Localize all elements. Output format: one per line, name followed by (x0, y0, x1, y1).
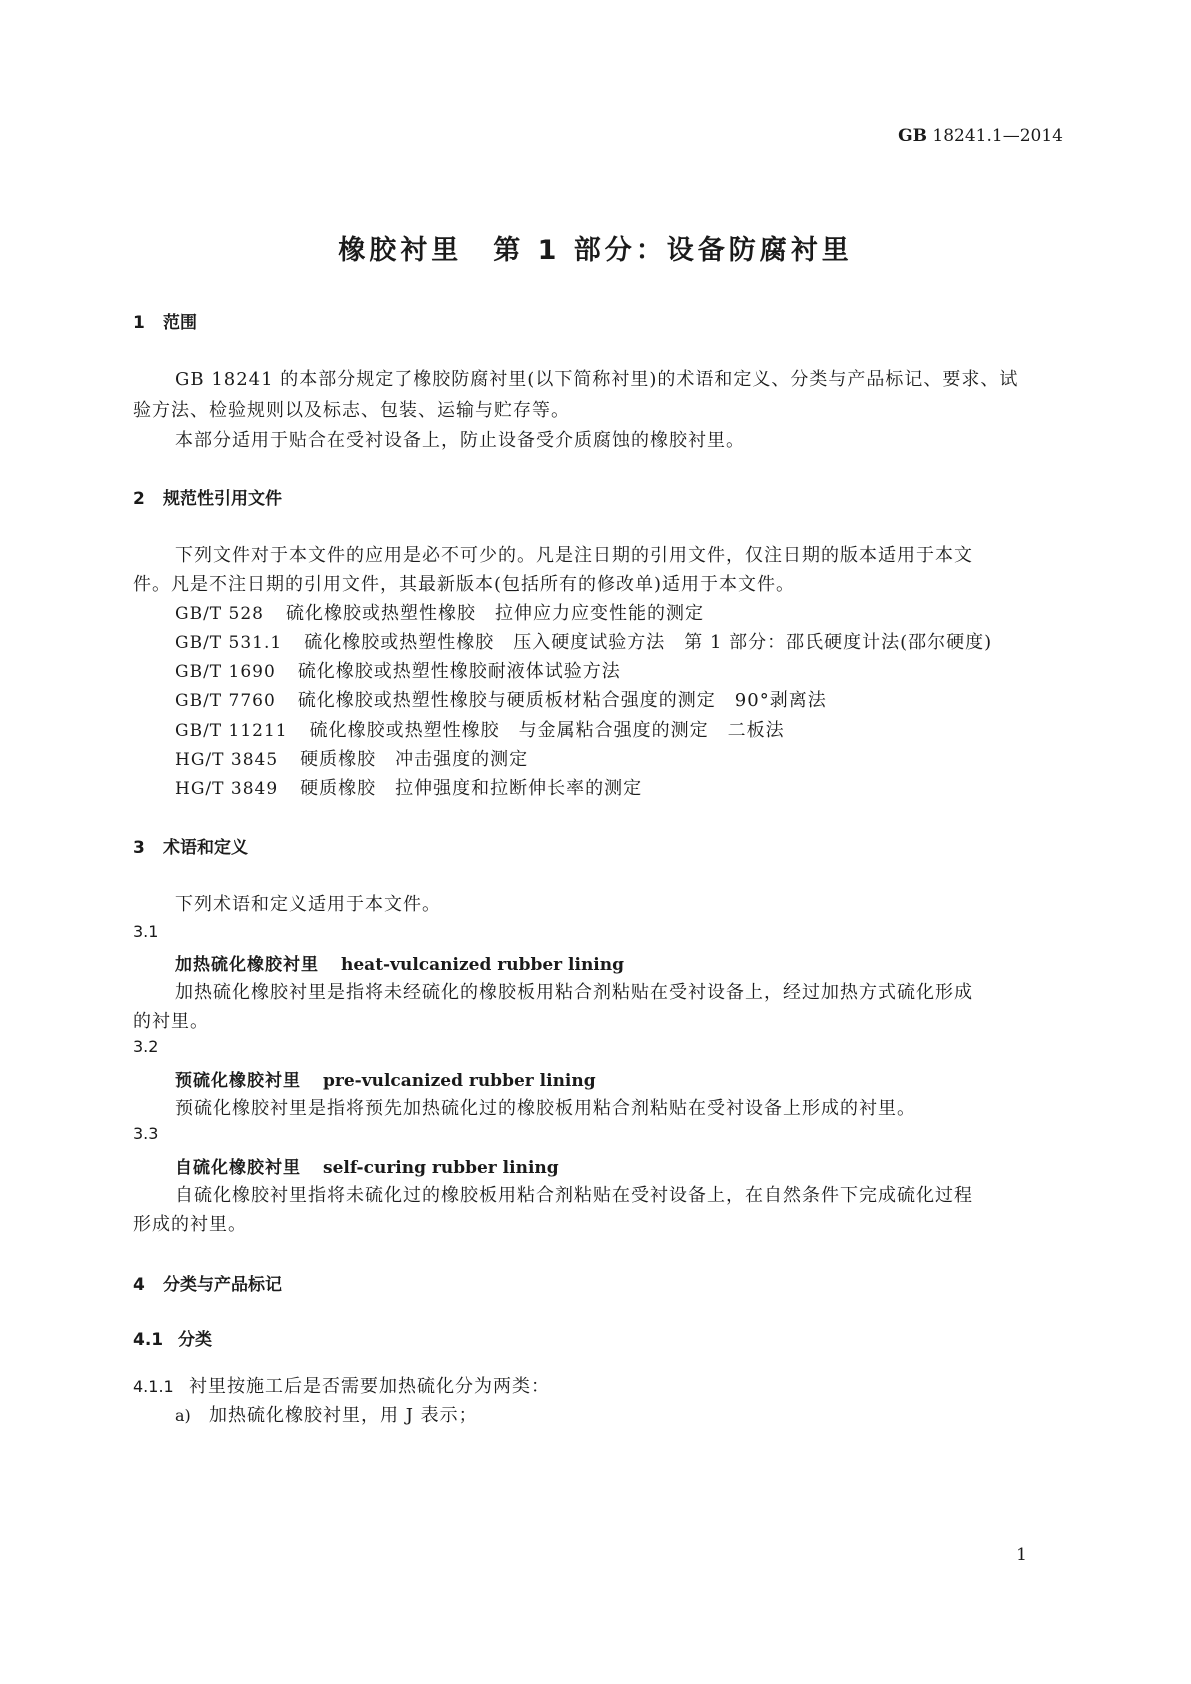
term-definition-line-1: 自硫化橡胶衬里指将未硫化过的橡胶板用粘合剂粘贴在受衬设备上，在自然条件下完成硫化过程 (175, 1185, 973, 1206)
section-4-1-heading: 4.1 分类 (133, 1330, 212, 1350)
term-heading: 预硫化橡胶衬里 pre-vulcanized rubber lining (175, 1071, 596, 1091)
section-1-paragraph-2: 本部分适用于贴合在受衬设备上，防止设备受介质腐蚀的橡胶衬里。 (175, 430, 745, 451)
term-number: 3.3 (133, 1124, 159, 1143)
section-1-paragraph-1-line-2: 验方法、检验规则以及标志、包装、运输与贮存等。 (133, 400, 570, 421)
section-4-heading: 4 分类与产品标记 (133, 1275, 282, 1295)
reference-item: GB/T 7760 硫化橡胶或热塑性橡胶与硬质板材粘合强度的测定 90°剥离法 (175, 690, 827, 711)
term-definition-line-1: 加热硫化橡胶衬里是指将未经硫化的橡胶板用粘合剂粘贴在受衬设备上，经过加热方式硫化形成 (175, 982, 973, 1003)
section-2-intro-line-1: 下列文件对于本文件的应用是必不可少的。凡是注日期的引用文件，仅注日期的版本适用于本文 (175, 545, 973, 566)
reference-item: HG/T 3845 硬质橡胶 冲击强度的测定 (175, 749, 529, 770)
clause-4-1-1: 4.1.1 衬里按施工后是否需要加热硫化分为两类： (133, 1376, 550, 1397)
term-definition-line-1: 预硫化橡胶衬里是指将预先加热硫化过的橡胶板用粘合剂粘贴在受衬设备上形成的衬里。 (175, 1098, 916, 1119)
standard-number: 18241.1—2014 (932, 126, 1063, 146)
section-2-heading: 2 规范性引用文件 (133, 489, 282, 509)
reference-item: GB/T 531.1 硫化橡胶或热塑性橡胶 压入硬度试验方法 第 1 部分：邵氏硬度计法(邵尔硬度) (175, 632, 993, 653)
term-definition-line-2: 的衬里。 (133, 1011, 209, 1032)
term-heading: 加热硫化橡胶衬里 heat-vulcanized rubber lining (175, 955, 625, 975)
section-3-intro: 下列术语和定义适用于本文件。 (175, 894, 441, 915)
term-number: 3.2 (133, 1037, 159, 1056)
section-3-heading: 3 术语和定义 (133, 838, 248, 858)
reference-item: HG/T 3849 硬质橡胶 拉伸强度和拉断伸长率的测定 (175, 778, 643, 799)
reference-item: GB/T 11211 硫化橡胶或热塑性橡胶 与金属粘合强度的测定 二板法 (175, 720, 785, 741)
section-1-paragraph-1-line-1: GB 18241 的本部分规定了橡胶防腐衬里(以下简称衬里)的术语和定义、分类与产品标记、要求、试 (175, 369, 1019, 390)
list-item-a: a) 加热硫化橡胶衬里，用 J 表示； (175, 1405, 478, 1426)
standard-prefix: GB (898, 126, 928, 146)
reference-item: GB/T 528 硫化橡胶或热塑性橡胶 拉伸应力应变性能的测定 (175, 603, 704, 624)
document-title: 橡胶衬里 第 1 部分：设备防腐衬里 (338, 235, 853, 266)
term-definition-line-2: 形成的衬里。 (133, 1214, 247, 1235)
section-1-heading: 1 范围 (133, 313, 197, 333)
term-heading: 自硫化橡胶衬里 self-curing rubber lining (175, 1158, 559, 1178)
term-number: 3.1 (133, 922, 159, 941)
page-number: 1 (1016, 1545, 1027, 1565)
reference-item: GB/T 1690 硫化橡胶或热塑性橡胶耐液体试验方法 (175, 661, 621, 682)
section-2-intro-line-2: 件。凡是不注日期的引用文件，其最新版本(包括所有的修改单)适用于本文件。 (133, 574, 796, 595)
standard-number-header (898, 126, 1063, 146)
